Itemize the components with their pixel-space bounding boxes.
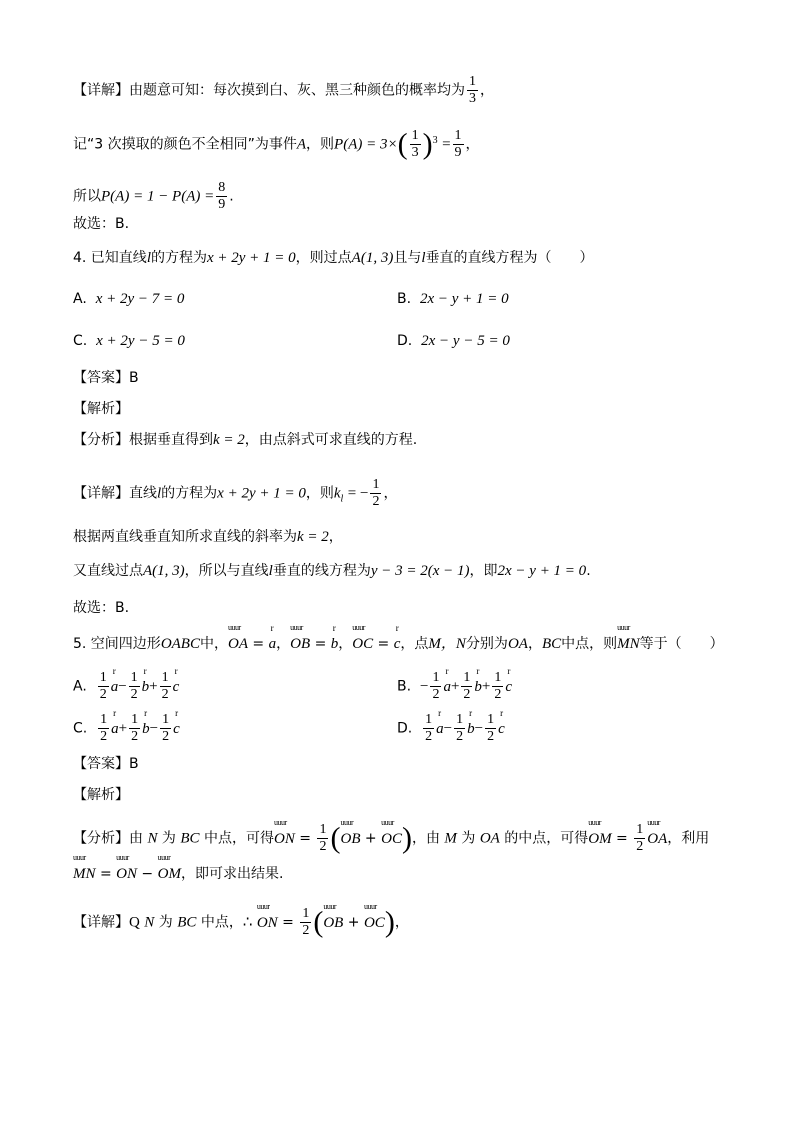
choose-line-4: 故选：B. xyxy=(73,600,130,616)
analysis-5: 【解析】 xyxy=(73,787,129,803)
fraction: $\frac{1}{2}$ xyxy=(372,477,380,509)
detail-line-2: 记“3 次摸取的颜色不全相同”为事件A，则P(A) = 3×( $\frac{1}{3}$ )$^3$ = $\frac{1}{9}$ ， xyxy=(73,127,480,161)
detail-4-line-1: 【详解】直线l的方程为x + 2y + 1 = 0，则$k_l$ = − $\frac{1}{2}$ ， xyxy=(73,477,398,509)
option-5b[interactable]: B. − $\frac{1}{2}$ r a+ $\frac{1}{2}$ r b+ $\frac{1}{2}$ r c xyxy=(397,670,512,703)
analysis-4: 【解析】 xyxy=(73,401,129,417)
option-b[interactable]: B. 2x − y + 1 = 0 xyxy=(397,291,509,307)
option-d[interactable]: D. 2x − y − 5 = 0 xyxy=(397,333,510,349)
fenxi-5-line-1: 【分析】由 N 为 BC 中点，可得uuur ON = $\frac{1}{2}$ (uuur OB + uuur OC)，由 M 为 OA 的中点，可得uuur OM = $\frac{1}{2}$ uuur OA，利用 xyxy=(73,822,709,855)
detail-4-line-3: 又直线过点A(1, 3)，所以与直线l垂直的线方程为y − 3 = 2(x − 1)，即2x − y + 1 = 0. xyxy=(73,563,591,579)
fraction: $\frac{1}{9}$ xyxy=(454,128,462,160)
detail-line-1: 【详解】由题意可知：每次摸到白、灰、黑三种颜色的概率均为 $\frac{1}{3}$ ， xyxy=(73,74,494,106)
option-c[interactable]: C. x + 2y − 5 = 0 xyxy=(73,333,185,349)
answer-5: 【答案】B xyxy=(73,756,139,772)
detail-5-line-1: 【详解】Q N 为 BC 中点，∴ uuur ON = $\frac{1}{2}$ (uuur OB + uuur OC)， xyxy=(73,906,409,939)
option-a[interactable]: A. x + 2y − 7 = 0 xyxy=(73,291,185,307)
option-5c[interactable]: C. $\frac{1}{2}$ r a+ $\frac{1}{2}$ r b− $\frac{1}{2}$ r c xyxy=(73,712,180,745)
fenxi-5-line-2: uuur MN = uuur ON − uuur OM，即可求出结果. xyxy=(73,864,283,884)
fenxi-4: 【分析】根据垂直得到k = 2，由点斜式可求直线的方程. xyxy=(73,432,418,448)
option-5a[interactable]: A. $\frac{1}{2}$ r a− $\frac{1}{2}$ r b+ $\frac{1}{2}$ r c xyxy=(73,670,179,703)
option-5d[interactable]: D. $\frac{1}{2}$ r a− $\frac{1}{2}$ r b− $\frac{1}{2}$ r c xyxy=(397,712,505,745)
fraction: $\frac{1}{3}$ xyxy=(411,128,419,160)
detail-line-3: 所以P(A) = 1 − P(A) = $\frac{8}{9}$ . xyxy=(73,180,234,212)
answer-4: 【答案】B xyxy=(73,370,139,386)
fraction: $\frac{8}{9}$ xyxy=(218,180,226,212)
question-4-stem: 4. 已知直线l的方程为x + 2y + 1 = 0，则过点A(1, 3)且与l垂直的直线方程为（ ） xyxy=(73,250,594,266)
choose-line: 故选：B. xyxy=(73,216,130,232)
fraction: $\frac{1}{3}$ xyxy=(469,74,476,106)
question-5-stem: 5. 空间四边形OABC中，uuur OA = r a，uuur OB = r b，uuur OC = r c，点M，N分别为OA，BC中点，则uuur MN等于（ ） xyxy=(73,634,724,654)
detail-4-line-2: 根据两直线垂直知所求直线的斜率为k = 2， xyxy=(73,529,343,545)
detail-tag: 【详解】 xyxy=(73,82,129,99)
